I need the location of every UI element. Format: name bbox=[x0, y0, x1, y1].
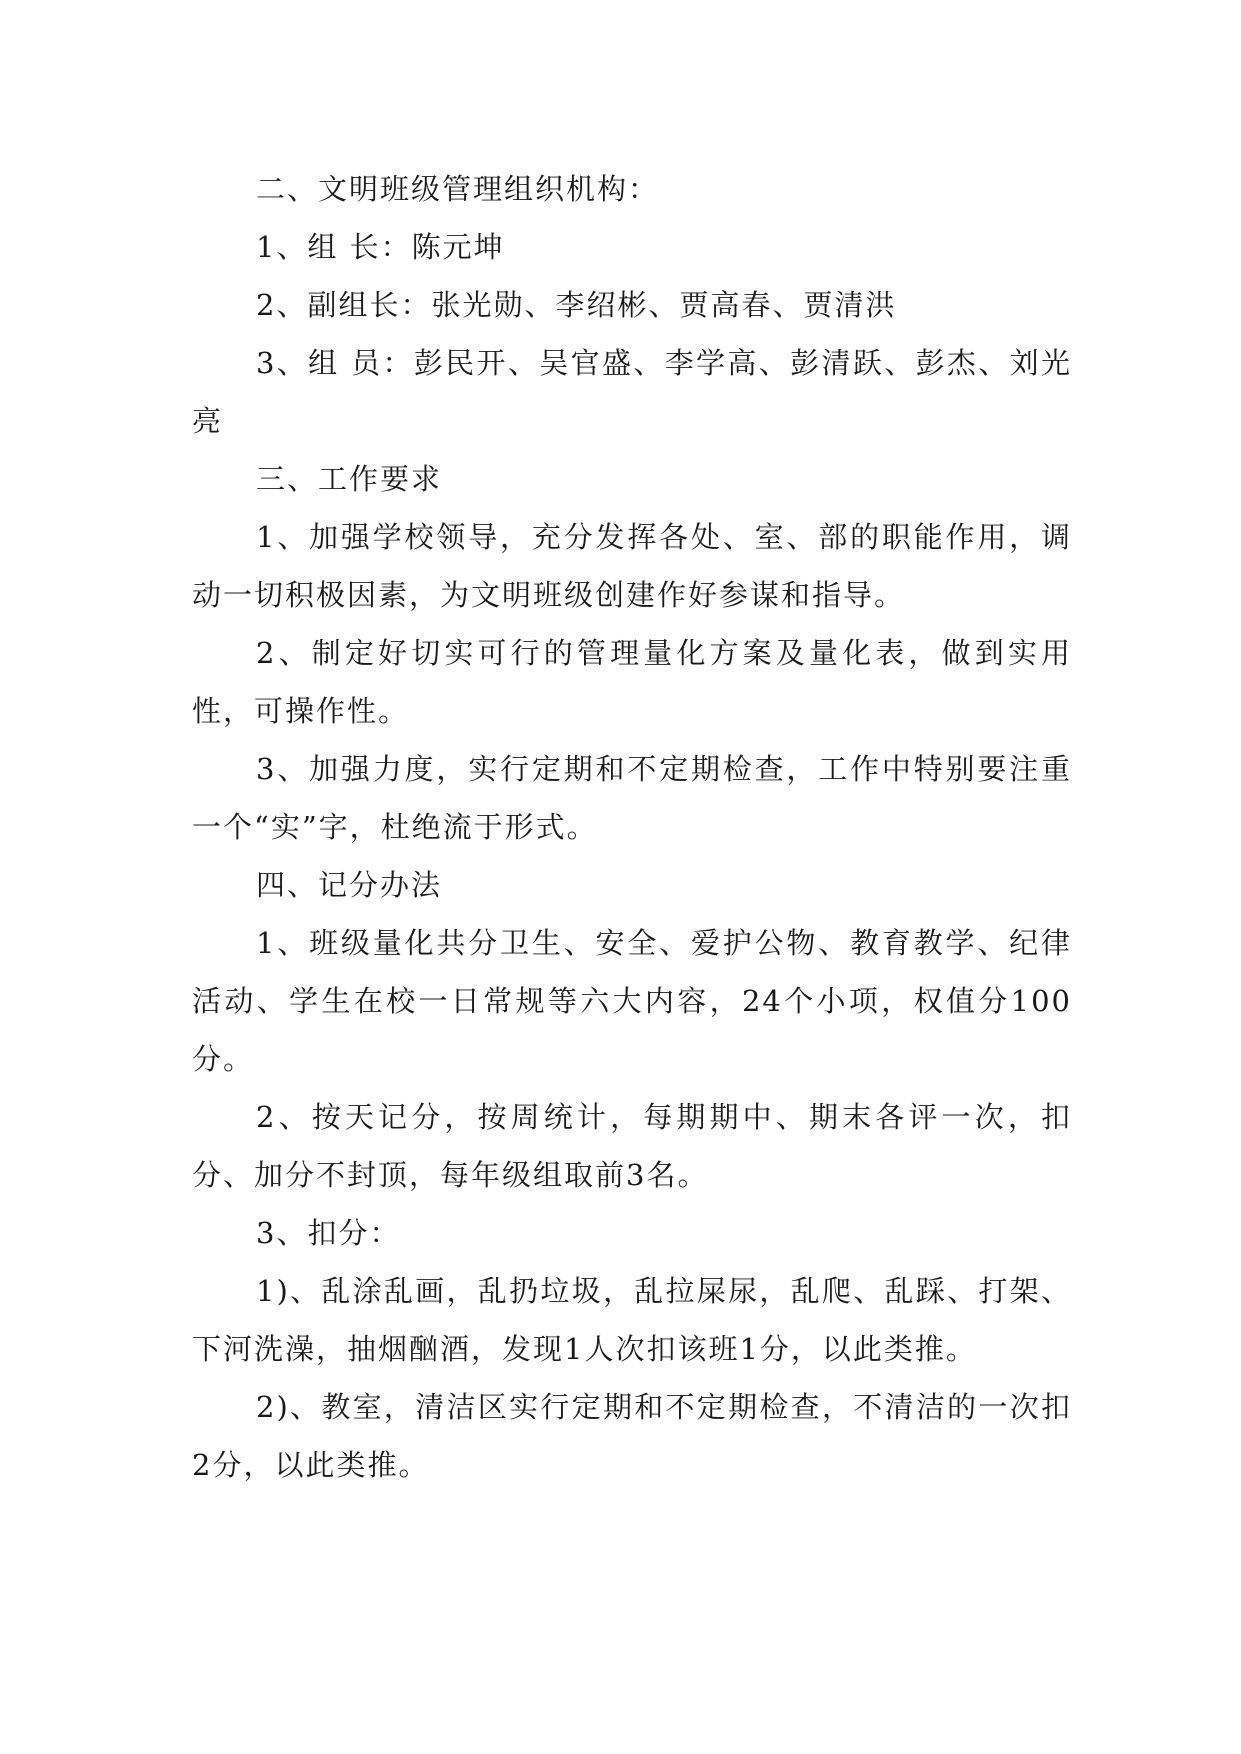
paragraph-requirement-1: 1、加强学校领导，充分发挥各处、室、部的职能作用，调动一切积极因素，为文明班级创建作好参谋和指导。 bbox=[192, 520, 1072, 612]
paragraph-group-leader: 1、组 长：陈元坤 bbox=[256, 230, 505, 264]
paragraph-requirement-2: 2、制定好切实可行的管理量化方案及量化表，做到实用性，可操作性。 bbox=[192, 636, 1072, 728]
paragraph-deputy-leaders: 2、副组长：张光勋、李绍彬、贾高春、贾清洪 bbox=[256, 288, 897, 322]
paragraph-members: 3、组 员：彭民开、吴官盛、李学高、彭清跃、彭杰、刘光亮 bbox=[192, 346, 1072, 438]
paragraph-deduction-2: 2)、教室，清洁区实行定期和不定期检查，不清洁的一次扣2分，以此类推。 bbox=[192, 1390, 1072, 1482]
section-heading-organization: 二、文明班级管理组织机构： bbox=[256, 172, 660, 206]
paragraph-requirement-3: 3、加强力度，实行定期和不定期检查，工作中特别要注重一个“实”字，杜绝流于形式。 bbox=[192, 752, 1072, 844]
section-heading-scoring: 四、记分办法 bbox=[256, 868, 443, 902]
document-body bbox=[192, 160, 1072, 1494]
paragraph-deduction-1: 1)、乱涂乱画，乱扔垃圾，乱拉屎尿，乱爬、乱踩、打架、下河洗澡，抽烟酗酒，发现1人次扣该班1分，以此类推。 bbox=[192, 1274, 1072, 1366]
paragraph-scoring-2: 2、按天记分，按周统计，每期期中、期末各评一次，扣分、加分不封顶，每年级组取前3名。 bbox=[192, 1100, 1072, 1192]
paragraph-scoring-3: 3、扣分： bbox=[256, 1216, 401, 1250]
section-heading-requirements: 三、工作要求 bbox=[256, 462, 443, 496]
paragraph-scoring-1: 1、班级量化共分卫生、安全、爱护公物、教育教学、纪律活动、学生在校一日常规等六大内容，24个小项，权值分100分。 bbox=[192, 926, 1072, 1076]
